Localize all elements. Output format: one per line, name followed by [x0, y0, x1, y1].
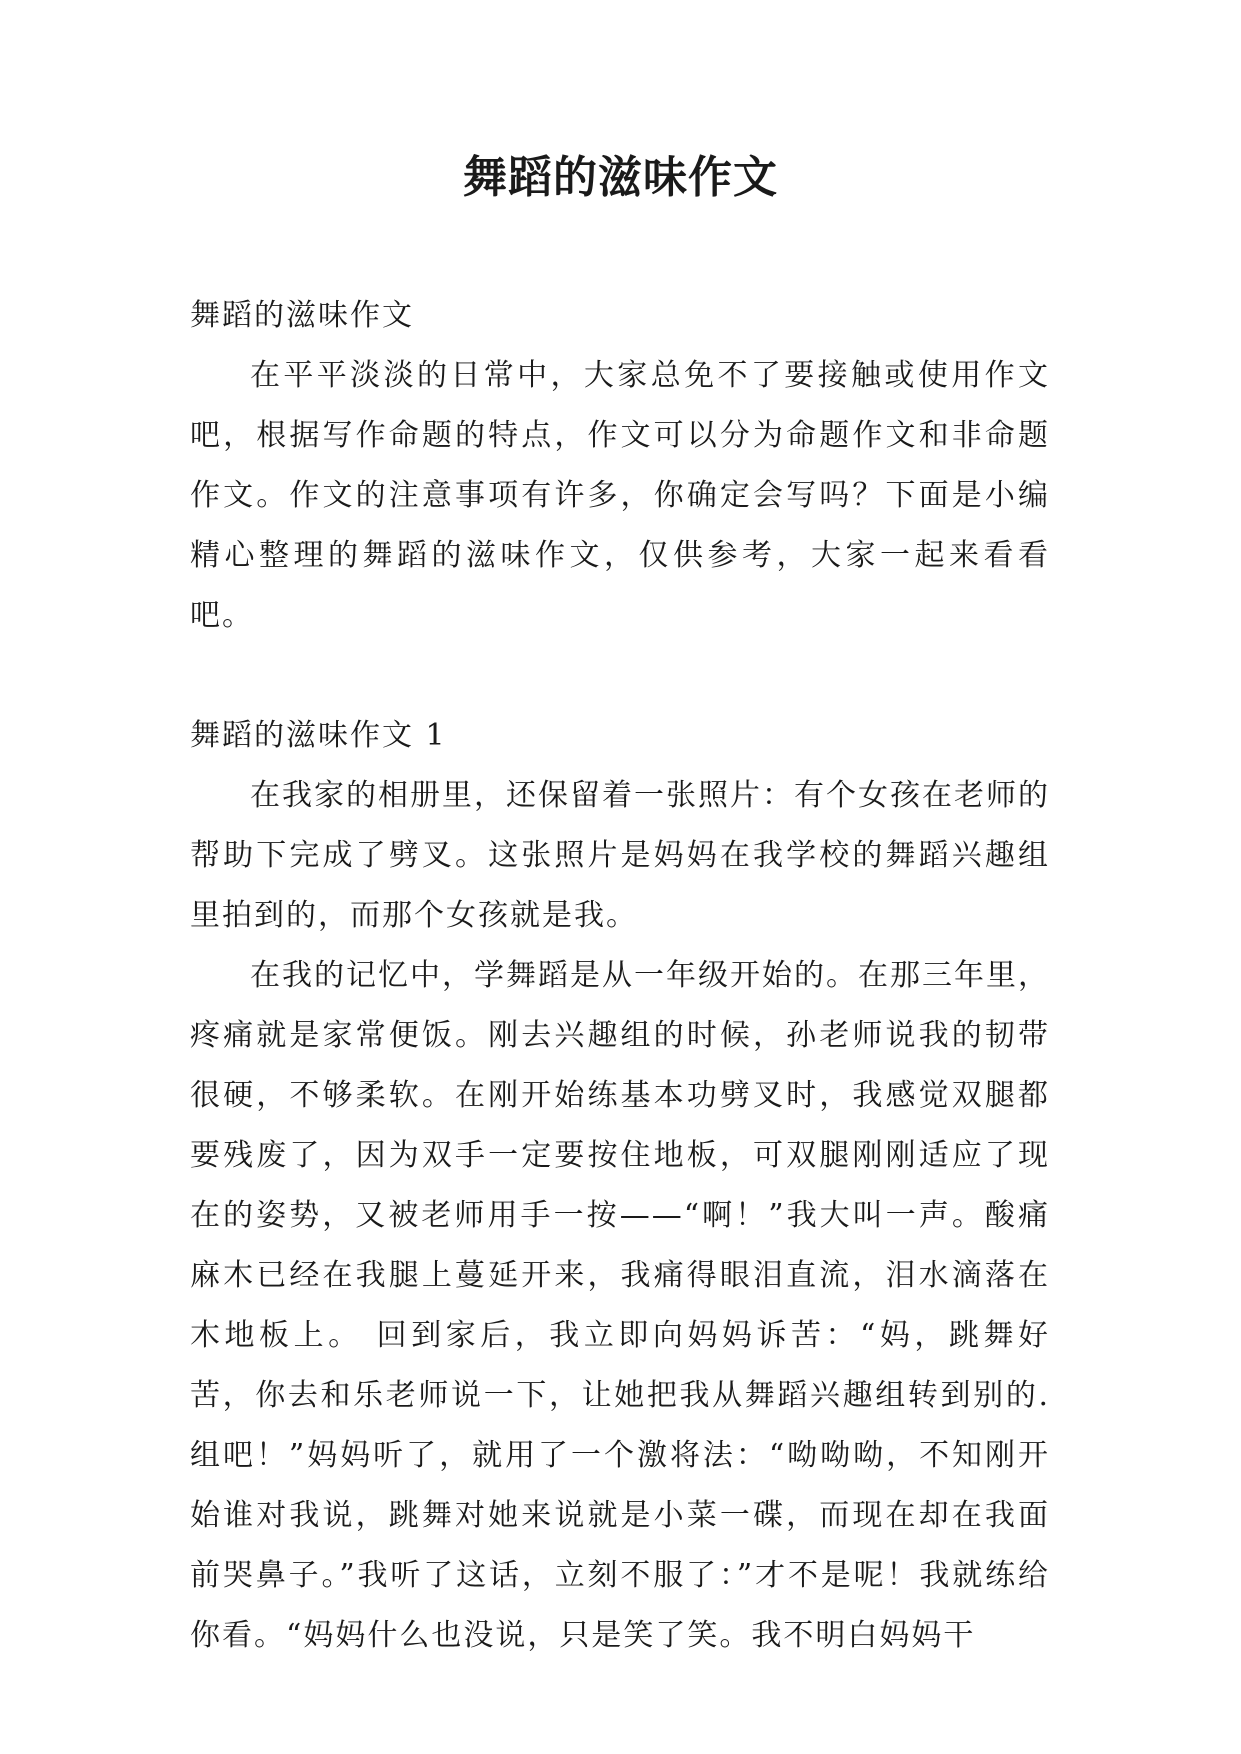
document-title: 舞蹈的滋味作文 — [463, 152, 778, 203]
essay-1-heading: 舞蹈的滋味作文 1 — [190, 718, 447, 753]
document-body — [190, 286, 1050, 1666]
intro-paragraph: 在平平淡淡的日常中，大家总免不了要接触或使用作文吧，根据写作命题的特点，作文可以分为命题作文和非命题作文。作文的注意事项有许多，你确定会写吗？下面是小编精心整理的舞蹈的滋味作文，仅供参考，大家一起来看看吧。 — [190, 358, 1050, 633]
section-gap — [190, 646, 1050, 706]
essay-1-paragraph-1: 在我家的相册里，还保留着一张照片：有个女孩在老师的帮助下完成了劈叉。这张照片是妈妈在我学校的舞蹈兴趣组里拍到的，而那个女孩就是我。 — [190, 778, 1050, 933]
essay-1-paragraph-2: 在我的记忆中，学舞蹈是从一年级开始的。在那三年里，疼痛就是家常便饭。刚去兴趣组的时候，孙老师说我的韧带很硬，不够柔软。在刚开始练基本功劈叉时，我感觉双腿都要残废了，因为双手一定要按住地板，可双腿刚刚适应了现在的姿势，又被老师用手一按——“啊！”我大叫一声。酸痛麻木已经在我腿上蔓延开来，我痛得眼泪直流，泪水滴落在木地板上。 回到家后，我立即向妈妈诉苦：“妈，跳舞好苦，你去和乐老师说一下，让她把我从舞蹈兴趣组转到别的.组吧！”妈妈听了，就用了一个激将法：“呦呦呦，不知刚开始谁对我说，跳舞对她来说就是小菜一碟，而现在却在我面前哭鼻子。”我听了这话，立刻不服了：”才不是呢！我就练给你看。“妈妈什么也没说，只是笑了笑。我不明白妈妈干 — [190, 958, 1050, 1653]
intro-heading: 舞蹈的滋味作文 — [190, 298, 414, 333]
